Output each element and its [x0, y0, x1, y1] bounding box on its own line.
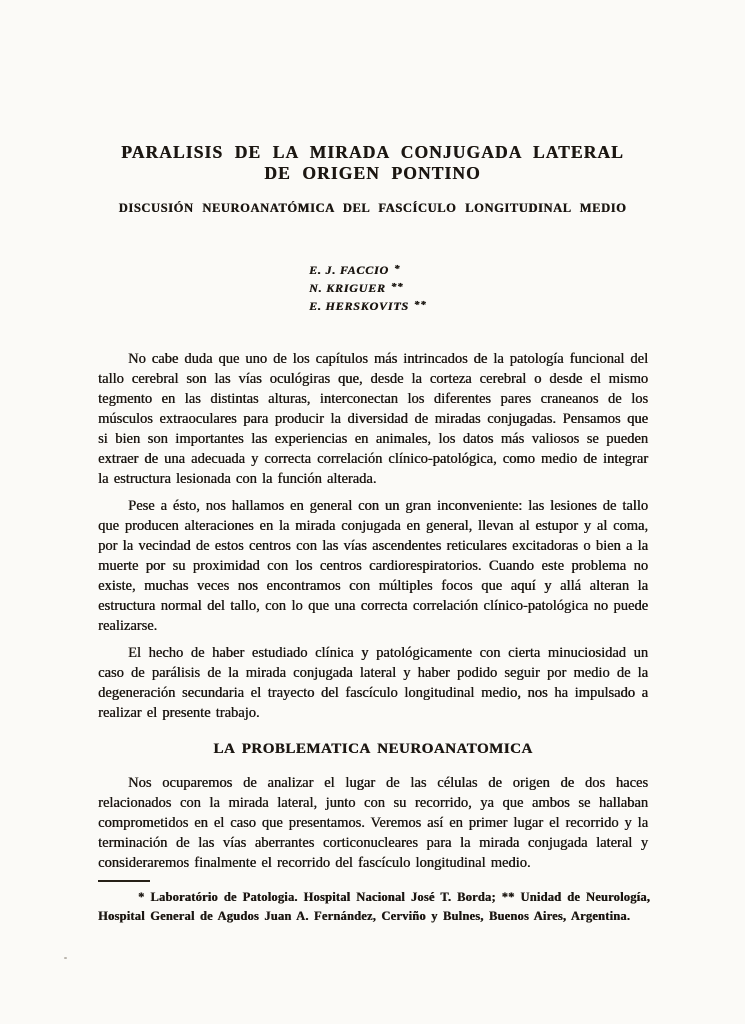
paragraph-3: El hecho de haber estudiado clínica y patológicamente con cierta minuciosidad un caso de parálisis de la mirada conjugada lateral y haber podido seguir por medio de la degeneración secundaria el trayecto del fascículo longitudinal medio, nos ha impulsado a realizar el presente trabajo. [98, 645, 648, 721]
footnote-text: * Laboratório de Patologia. Hospital Nacional José T. Borda; ** Unidad de Neurología, Hospital General de Agudos Juan A. Fernández, Cerviño y Bulnes, Buenos Aires, Argentina. [98, 890, 650, 923]
scan-artifact-speck [64, 957, 67, 959]
author-1-footnote-marker: * [393, 263, 401, 275]
author-1-text: E. J. FACCIO [309, 263, 389, 277]
article-body [98, 349, 648, 873]
paper-title-line-2: DE ORIGEN PONTINO [264, 163, 481, 183]
paper-title [0, 142, 745, 184]
author-3-text: E. HERSKOVITS [309, 299, 409, 313]
author-2-footnote-marker: ** [390, 281, 404, 293]
paragraph-1: No cabe duda que uno de los capítulos más intrincados de la patología funcional del tallo cerebral son las vías oculógiras que, desde la corteza cerebral o desde el mismo tegmento en las distintas alturas, interconectan los diferentes pares craneanos de los músculos extraoculares para producir la diversidad de miradas conjugadas. Pensamos que si bien son importantes las experiencias en animales, los datos más valiosos se pueden extraer de una adecuada y correcta correlación clínico-patológica, como medio de integrar la estructura lesionada con la función alterada. [98, 351, 648, 487]
author-2-text: N. KRIGUER [309, 281, 386, 295]
footnote-divider [98, 880, 150, 882]
title-block [0, 0, 745, 216]
paper-subtitle: DISCUSIÓN NEUROANATÓMICA DEL FASCÍCULO LONGITUDINAL MEDIO [118, 201, 627, 215]
author-name-2 [309, 280, 745, 298]
paper-title-line-1: PARALISIS DE LA MIRADA CONJUGADA LATERAL [121, 142, 624, 162]
author-list [309, 262, 745, 316]
author-name-3 [309, 298, 745, 316]
section-heading: LA PROBLEMATICA NEUROANATOMICA [213, 741, 533, 757]
footnote-block [98, 880, 650, 926]
author-3-footnote-marker: ** [413, 299, 427, 311]
author-name-1 [309, 262, 745, 280]
paragraph-4: Nos ocuparemos de analizar el lugar de las células de origen de dos haces relacionados con la mirada lateral, junto con su recorrido, ya que ambos se hallaban comprometidos en el caso que presentamos. Veremos así en primer lugar el recorrido y la terminación de las vías aberrantes corticonucleares para la mirada conjugada lateral y consideraremos finalmente el recorrido del fascículo longitudinal medio. [98, 775, 648, 871]
paragraph-2: Pese a ésto, nos hallamos en general con un gran inconveniente: las lesiones de tallo que producen alteraciones en la mirada conjugada en general, llevan al estupor y al coma, por la vecindad de estos centros con las vías ascendentes reticulares excitadoras o bien a la muerte por su proximidad con los centros cardiorespiratorios. Cuando este problema no existe, muchas veces nos encontramos con múltiples focos que aquí y allá alteran la estructura normal del tallo, con lo que una correcta correlación clínico-patológica no puede realizarse. [98, 498, 648, 634]
